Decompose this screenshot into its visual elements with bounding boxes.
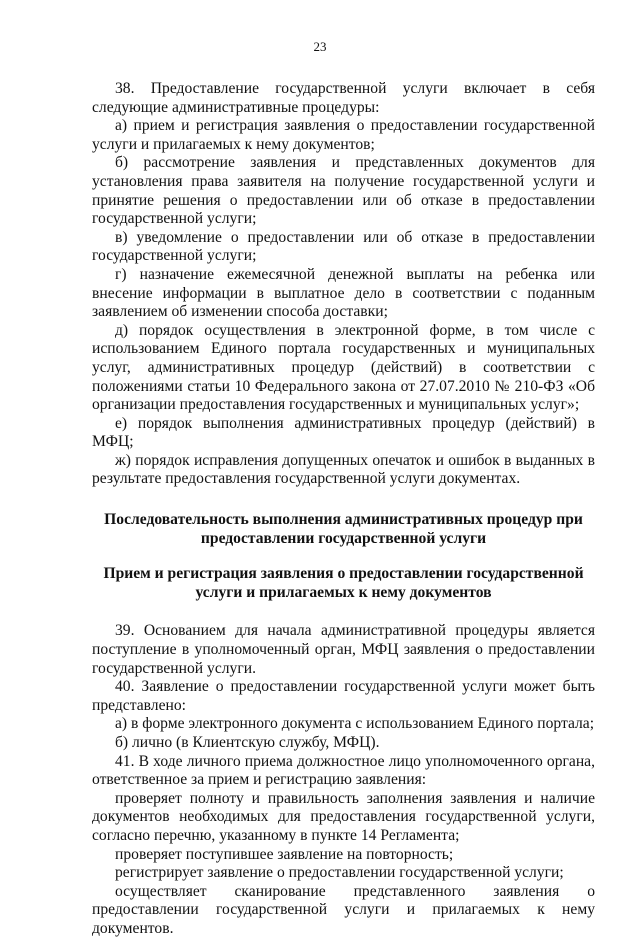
paragraph-40: 40. Заявление о предоставлении государственной услуги может быть представлено:	[92, 678, 595, 714]
list-item-zh: ж) порядок исправления допущенных опечаток и ошибок в выданных в результате предоставления государственной услуги документах.	[92, 451, 595, 488]
list-item-d: д) порядок осуществления в электронной форме, в том числе с использованием Единого портала государственных и муниципальных услуг, административных процедур (действий) в соответствии с положениями статьи 10 Федерального закона от 27.07.2010 № 210-ФЗ «Об организации предоставления государственных и муниципальных услуг»;	[92, 321, 595, 414]
page-number: 23	[313, 39, 327, 54]
list-item-a: а) прием и регистрация заявления о предоставлении государственной услуги и прилагаемых к нему документов;	[92, 117, 595, 153]
action-register: регистрирует заявление о предоставлении государственной услуги;	[115, 864, 564, 882]
list-item-g: г) назначение ежемесячной денежной выплаты на ребенка или внесение информации в выплатное дело в соответствии с поданным заявлением об изменении способа доставки;	[92, 265, 595, 321]
section-heading: Последовательность выполнения административных процедур при предоставлении государственной услуги	[104, 511, 583, 547]
action-check-completeness: проверяет полноту и правильность заполнения заявления и наличие документов необходимых для предоставления государственной услуги, согласно перечню, указанному в пункте 14 Регламента;	[92, 789, 595, 844]
subsection-heading: Прием и регистрация заявления о предоставлении государственной услуги и прилагаемых к нему документов	[103, 565, 584, 601]
action-check-repeat: проверяет поступившее заявление на повторность;	[115, 845, 454, 863]
action-scan: осуществляет сканирование представленного заявления о предоставлении государственной услуги и прилагаемых к нему документов.	[92, 882, 595, 937]
list-item-b: б) рассмотрение заявления и представленных документов для установления права заявителя на получение государственной услуги и принятие решения о предоставлении или об отказе в предоставлении государственной услуги;	[92, 154, 595, 228]
list-item-40b: б) лично (в Клиентскую службу, МФЦ).	[115, 734, 380, 751]
list-item-40a: а) в форме электронного документа с использованием Единого портала;	[115, 715, 595, 733]
paragraph-39: 39. Основанием для начала административной процедуры является поступление в уполномоченный орган, МФЦ заявления о предоставлении государственной услуги.	[92, 622, 595, 677]
page-content	[92, 80, 595, 939]
paragraph-38-intro: 38. Предоставление государственной услуги включает в себя следующие административные процедуры:	[92, 80, 595, 116]
list-item-v: в) уведомление о предоставлении или об отказе в предоставлении государственной услуги;	[92, 228, 595, 265]
paragraph-41: 41. В ходе личного приема должностное лицо уполномоченного органа, ответственное за прием и регистрацию заявления:	[92, 752, 595, 789]
list-item-e: е) порядок выполнения административных процедур (действий) в МФЦ;	[92, 414, 595, 451]
